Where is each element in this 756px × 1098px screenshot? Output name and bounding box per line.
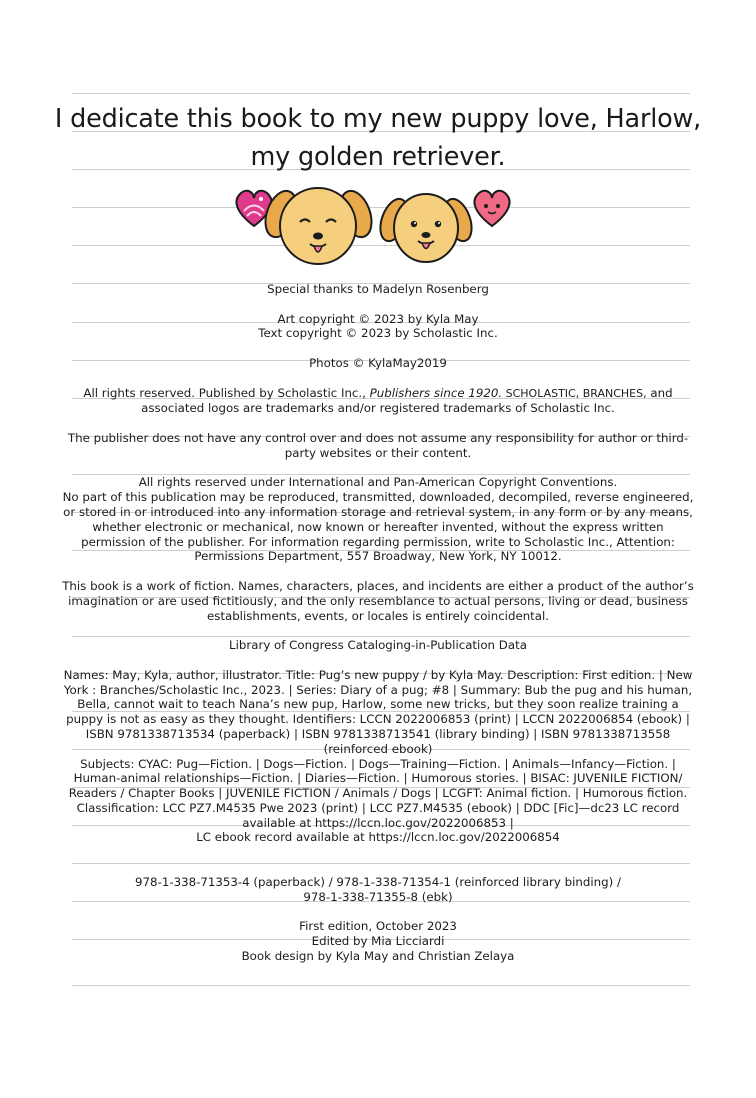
editor-credit: Edited by Mia Licciardi — [311, 934, 445, 949]
loc-heading: Library of Congress Cataloging-in-Publication Data — [229, 638, 527, 653]
fiction-disclaimer: This book is a work of fiction. Names, characters, places, and incidents are either a product of the author’s imagination or are used fictitiously, and the only resemblance to actual persons, living or dead, business establishments, events, or locales is entirely coincidental. — [62, 578, 694, 623]
loc-record-names: Names: May, Kyla, author, illustrator. Title: Pug’s new puppy / by Kyla May. Description: First edition. | New York : Branches/Scholastic Inc., 2023. | Series: Diary of a pug; #8 | Summary: Bub the pug and his human, Bella, cannot wait to teach Nana’s new pup, Harlow, some new tricks, but they soon realize training a puppy is not as easy as they thought. Identifiers: LCCN 2022006853 (print) | LCCN 2022006854 (ebook) | ISBN 9781338713534 (paperback) | ISBN 9781338713541 (library binding) | ISBN 9781338713558 (reinforced ebook) — [63, 667, 693, 756]
heart-right-icon — [474, 191, 509, 226]
special-thanks: Special thanks to Madelyn Rosenberg — [267, 282, 489, 296]
rights-statement: All rights reserved. Published by Scholastic Inc., Publishers since 1920. SCHOLASTIC, BRANCHES, and associated logos are trademarks and/or registered trademarks of Scholastic Inc. — [83, 385, 673, 416]
edition-info: First edition, October 2023 — [299, 919, 457, 934]
publisher-note: The publisher does not have any control over and does not assume any responsibility for author or third-party websites or their content. — [67, 430, 689, 460]
text-copyright: Text copyright © 2023 by Scholastic Inc. — [258, 326, 498, 341]
copyright-conventions: All rights reserved under International and Pan-American Copyright Conventions. — [138, 475, 618, 490]
dedication-illustration — [226, 178, 526, 270]
golden-retriever-right — [375, 194, 477, 262]
loc-ebook-record: LC ebook record available at https://lccn.loc.gov/2022006854 — [196, 830, 560, 845]
photo-credit: Photos © KylaMay2019 — [309, 355, 447, 370]
copyright-block — [60, 282, 696, 964]
reproduction-notice: No part of this publication may be reproduced, transmitted, downloaded, decompiled, reverse engineered, or stored in or introduced into any information storage and retrieval system, in any form or by any means, whether electronic or mechanical, now known or hereafter invented, without the express written permission of the publisher. For information regarding permission, write to Scholastic Inc., Attention: Permissions Department, 557 Broadway, New York, NY 10012. — [62, 490, 694, 564]
dedication-text: I dedicate this book to my new puppy love, Harlow, my golden retriever. — [54, 104, 702, 172]
design-credit: Book design by Kyla May and Christian Zelaya — [241, 948, 515, 963]
art-copyright: Art copyright © 2023 by Kyla May — [277, 311, 479, 326]
loc-record-subjects: Subjects: CYAC: Pug—Fiction. | Dogs—Fiction. | Dogs—Training—Fiction. | Animals—Infancy—Fiction. | Human-animal relationships—Fiction. | Diaries—Fiction. | Humorous stories. | BISAC: JUVENILE FICTION/ Readers / Chapter Books | JUVENILE FICTION / Animals / Dogs | LCGFT: Animal fiction. | Humorous fiction. Classification: LCC PZ7.M4535 Pwe 2023 (print) | LCC PZ7.M4535 (ebook) | DDC [Fic]—dc23 LC record available at https://lccn.loc.gov/2022006853 | — [68, 756, 688, 830]
golden-retriever-left — [260, 187, 378, 264]
isbn-line-2: 978-1-338-71355-8 (ebk) — [303, 889, 453, 904]
isbn-line-1: 978-1-338-71353-4 (paperback) / 978-1-338-71354-1 (reinforced library binding) / — [135, 874, 621, 889]
